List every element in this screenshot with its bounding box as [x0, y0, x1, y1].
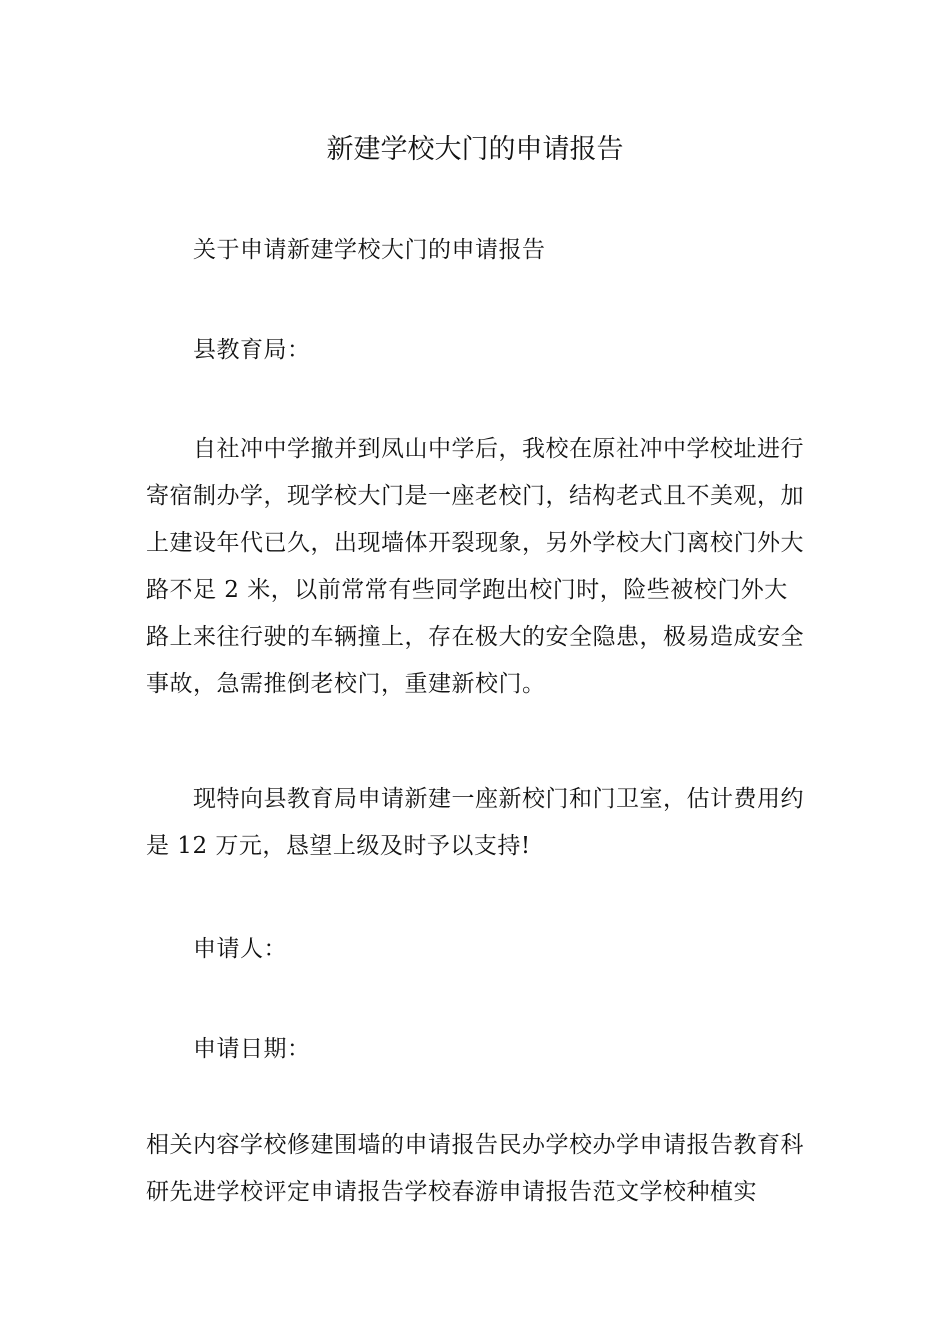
date-line: 申请日期： — [193, 1036, 311, 1062]
applicant-line: 申请人： — [193, 936, 287, 962]
body-paragraph-1: 自社冲中学撤并到凤山中学后，我校在原社冲中学校址进行寄宿制办学，现学校大门是一座老校门，结构老式且不美观，加上建设年代已久，出现墙体开裂现象，另外学校大门离校门外大路不足 2 米，以前常常有些同学跑出校门时，险些被校门外大路上来往行驶的车辆撞上，存在极大的安全隐患，极易造成安全事故，急需推倒老校门，重建新校门。 — [146, 436, 804, 697]
related-content: 相关内容学校修建围墙的申请报告民办学校办学申请报告教育科研先进学校评定申请报告学校春游申请报告范文学校种植实 — [146, 1132, 804, 1205]
body-paragraph-2: 现特向县教育局申请新建一座新校门和门卫室，估计费用约是 12 万元，恳望上级及时予以支持! — [146, 786, 804, 859]
recipient-line: 县教育局： — [193, 337, 311, 363]
document-title: 新建学校大门的申请报告 — [326, 134, 624, 165]
subject-line: 关于申请新建学校大门的申请报告 — [193, 237, 546, 263]
